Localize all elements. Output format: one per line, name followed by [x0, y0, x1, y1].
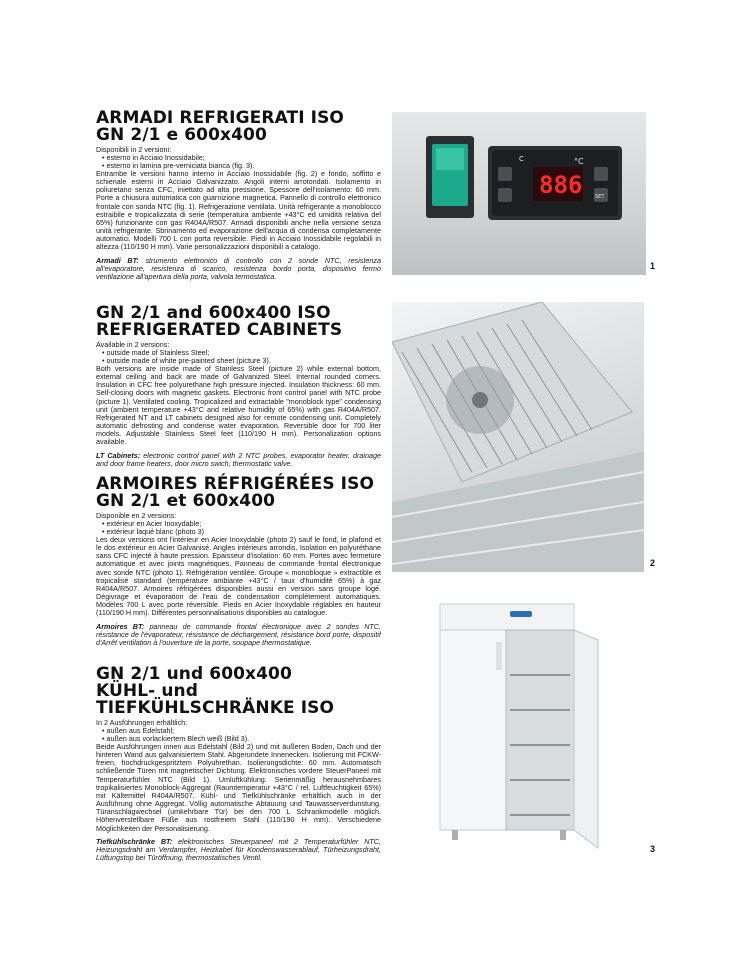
section-note [96, 838, 381, 862]
list-item: • außen aus vorlackiertem Blech weiß (Bild 3). [102, 735, 381, 743]
function-button[interactable] [594, 167, 608, 181]
note-label: Armadi BT: [96, 255, 139, 265]
section-note [96, 452, 381, 468]
control-panel-illustration [392, 112, 646, 275]
door-handle-icon[interactable] [496, 642, 502, 670]
photo-cabinet [392, 600, 659, 858]
list-item: • außen aus Edelstahl; [102, 727, 381, 735]
note-text: panneau de commande frontal électronique avec 2 sondes NTC, résistance de l'évaporateur, résistance de déchargement, résistance bord porte, dispositif d'Arrêt ventilation à l'ouverture de la porte, soupape thermostatique. [96, 621, 381, 647]
version-list [96, 727, 381, 743]
photo-evaporator-fan [392, 302, 659, 572]
cabinet-illustration [392, 600, 659, 858]
fan-hub [472, 392, 488, 408]
up-button[interactable] [498, 167, 512, 181]
cabinet-wall [392, 452, 644, 572]
open-right-door[interactable] [574, 630, 598, 848]
section-title-line1: ARMOIRES RÉFRIGÉRÉES ISO [96, 474, 375, 494]
section-title-line2: GN 2/1 et 600x400 [96, 491, 276, 511]
list-item: • extérieur en Acier Inoxydable; [102, 520, 381, 528]
note-label: Armoires BT: [96, 621, 145, 631]
section-title-line1: GN 2/1 und 600x400 [96, 664, 292, 684]
section-body: Beide Ausführungen innen aus Edelstahl (Bild 2) und mit äußeren Boden, Dach und der hinteren Wand aus galvanisiertem Stahl. Abgerundete Innenecken. Isolierung mit FCKW-freien, hochdruckgespritztem Polyuhrethan. Isolierungsdichte: 60 mm. Automatisch schließende Türen mit magnetischer Dichtung. Elektronisches vordere SteuerPaneel mit Temperaturfühler NTC (Bild 1). Umluftkühlung. Serienmäßig herausnehmbares tropikalisiertes Monoblock-Aggregat (Raumtemperatur +43°C / rel. Luftfeuchtigkeit 65%) mit Kältemittel R404A/R507. Kühl- und Tiefkühlschränke erhältlich auch in der Ausführung ohne Aggregat. Völlig automatische Abtauung und Tauwasserverdunstung. Türanschlagwechsel (umkehrbare Tür) bei den 700 L Schrankmodelle möglich. Höhenverstellbare Füße aus rostfreiem Stahl (110/190 H mm). Verschiedene Möglichkeiten der Personalisierung. [96, 742, 381, 833]
note-text: electronic control panel with 2 NTC probes, evaporator heater, drainage and door frame heaters, door micro swich, thermostatic valve. [96, 450, 381, 468]
availability-text: In 2 Ausführungen erhältlich: [96, 718, 188, 727]
section-french [96, 476, 381, 647]
page [96, 100, 659, 868]
note-text: strumento elettronico di controllo con 2 sonde NTC, resistenza all'evaporatore, resistenza di scarico, resistenza bordo porta, dispositivo fermo ventilazione all'apertura della porta, valvola termostatica. [96, 255, 381, 281]
legend-c: C [519, 155, 524, 163]
availability-text: Disponibili in 2 versioni: [96, 145, 172, 154]
section-title-line1: GN 2/1 and 600x400 ISO [96, 303, 331, 323]
temperature-display: 886 [539, 171, 583, 199]
section-body: Les deux versions ont l'intérieur en Acier Inoxydable (photo 2) sauf le fond, le plafond et le dos extérieur en Acier Galvanisé. Angles intérieurs arrondis. Isolation en polyuréthane sans CFC injecté à haute pression. Epaisseur d'isolation: 60 mm. Portes avec fermeture automatique et avec joints magnétiques. Panneau de commande frontal électronique avec sonde NTC (photo 1). Réfrigération ventilée. Groupe « monobloque » extractible et tropicalisé standard (température ambiante +43°C / taux d'humidité 65%) à gaz R404A/R507. Armoires réfrigérées disponibles aussi en version sans groupe logé. Dégivrage et évaporation de l'eau de condensation complètement automatiques. Modèles 700 L avec porte réversible. Pieds en Acier Inoxydable réglables en hauteur (110/190 H mm). Différentes personnalisations disponibles au catalogue. [96, 535, 381, 618]
availability-text: Disponible en 2 versions: [96, 511, 177, 520]
photo-column [392, 100, 659, 868]
switch-highlight [436, 148, 464, 170]
note-label: LT Cabinets: [96, 450, 141, 460]
down-button[interactable] [498, 188, 512, 202]
version-list [96, 154, 381, 170]
note-label: Tiefkühlschränke BT: [96, 836, 173, 846]
section-body: Entrambe le versioni hanno interno in Acciaio Inossidabile (fig. 2) e fondo, soffitto e schienale esterni in Acciaio Galvanizzato. Angoli interni arrotondati. Isolamento in poliuretano senza CFC, iniettato ad alta pressione. Spessore dell'isolamento: 60 mm. Porte a chiusura automatica con guarnizione magnetica. Pannello di controllo elettronico frontale con sonda NTC (fig. 1). Refrigerazione ventilata. Unità refrigerante a monoblocco estraibile e tropicalizzata di serie (temperatura ambiente +43°C ed umidità relativa del 65%) funzionante con gas R404A/R507. Armadi disponibili anche nella versione senza unità refrigerante. Sbrinamento ed evaporazione dell'acqua di condensa completamente automatici. Modelli 700 L con porta reversibile. Piedi in Acciaio Inossidabile regolabili in altezza (110/190 H mm). Varie personalizzazioni disponibili a catalogo. [96, 169, 381, 252]
photo-number: 2 [649, 558, 655, 568]
cabinet-foot [452, 830, 458, 840]
list-item: • esterno in Acciaio Inossidabile; [102, 154, 381, 162]
section-title-line2: REFRIGERATED CABINETS [96, 320, 343, 340]
section-title-line2: GN 2/1 e 600x400 [96, 125, 267, 145]
open-compartment [506, 630, 574, 830]
section-note [96, 623, 381, 647]
availability-text: Available in 2 versions: [96, 340, 170, 349]
section-body: Both versions are inside made of Stainless Steel (picture 2) while external bottom, external ceiling and back are made of Galvanized Steel. Internal rounded corners. Insulation in CFC free polyurethane high pressure injected. Insulation thickness: 60 mm. Self-closing doors with magnetic gaskets. Electronic front control panel with NTC probe (picture 1). Ventilated cooling. Tropicalized and extractable "monoblock type" condensing unit (ambient temperature +43°C and relative humidity of 65%) with gas R404A/R507. Refrigerated NT and LT cabinets designed also for remote condensing unit. Completely automatic defrosting and condense water evaporation. Reversible door for 700 liter models. Adjustable Stainless Steel feet (110/190 H mm). Personalization options available. [96, 364, 381, 447]
list-item: • extérieur laqué blanc (photo 3) [102, 528, 381, 536]
version-list [96, 520, 381, 536]
list-item: • outside made of white pre-painted sheet (picture 3). [102, 357, 381, 365]
set-button-label: SET [595, 194, 605, 200]
section-english [96, 305, 381, 468]
cabinet-top [440, 604, 574, 630]
list-item: • esterno in lamina pre-verniciata bianca (fig. 3). [102, 162, 381, 170]
text-column [96, 100, 381, 868]
list-item: • outside made of Stainless Steel; [102, 349, 381, 357]
section-german [96, 666, 381, 862]
section-note [96, 257, 381, 281]
celsius-legend: °C [574, 157, 584, 166]
photo-number: 1 [649, 261, 655, 271]
version-list [96, 349, 381, 365]
photo-number: 3 [649, 844, 655, 854]
brand-logo [510, 611, 532, 617]
section-italian [96, 110, 381, 281]
fan-illustration [392, 302, 644, 572]
photo-control-panel [392, 112, 659, 275]
section-title-line1: ARMADI REFRIGERATI ISO [96, 108, 344, 128]
cabinet-foot [560, 830, 566, 840]
note-text: elektronisches Steuerpaneel mit 2 Temperaturfühler NTC, Heizungsdraht am Verdampfer, Heizkabel für Kondenswasserablauf, Türheizungsdraht, Lüftungstop bei Türöffnung, thermostatisches Ventil. [96, 836, 381, 862]
section-title-line2: KÜHL- und TIEFKÜHLSCHRÄNKE ISO [96, 681, 335, 718]
